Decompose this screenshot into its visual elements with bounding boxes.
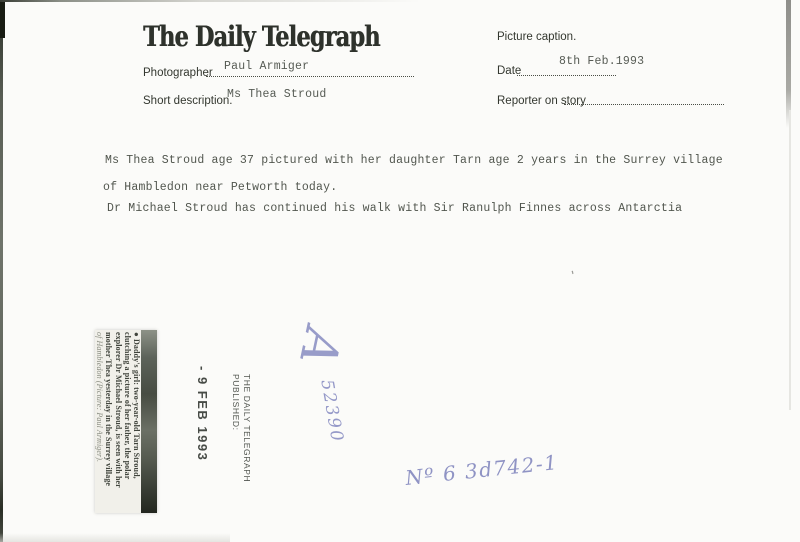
clipping-line-5: of Hambledon (Picture: Paul Armiger). (95, 332, 105, 463)
clipping-line-2: clutching a picture of her father, the polar (122, 332, 132, 480)
published-stamp (228, 374, 252, 482)
masthead-logo: The Daily Telegraph (143, 20, 380, 53)
published-stamp-line-1: THE DAILY TELEGRAPH (242, 374, 252, 483)
date-dotted-line (517, 75, 616, 76)
date-received-stamp: - 9 FEB 1993 (195, 366, 210, 462)
short-description-label: Short description. (143, 95, 233, 107)
scan-edge-right-faint (789, 110, 791, 410)
scan-edge-left-corner (0, 0, 5, 38)
scan-edge-top (0, 0, 420, 2)
caption-line-2: of Hambledon near Petworth today. (103, 181, 338, 194)
clipping-line-1: ● Daddy's girl: two-year-old Tarn Stroud, (132, 332, 141, 479)
news-clipping (95, 330, 157, 513)
date-label: Date (497, 65, 522, 77)
picture-caption-label: Picture caption. (497, 31, 577, 43)
handwritten-letter-a: A (287, 323, 353, 371)
caption-line-1: Ms Thea Stroud age 37 pictured with her daughter Tarn age 2 years in the Surrey village (105, 154, 723, 167)
caption-line-3: Dr Michael Stroud has continued his walk with Sir Ranulph Finnes across Antarctia (107, 202, 683, 215)
clipping-line-3: explorer Dr Michael Stroud, is seen with her (113, 332, 123, 488)
photographer-value: Paul Armiger (224, 60, 310, 73)
clipping-line-4: mother Thea yesterday in the Surrey village (104, 332, 114, 487)
clipping-dark-edge (141, 330, 157, 513)
date-value: 8th Feb.1993 (559, 55, 645, 68)
scan-smudge-bottom (0, 533, 230, 542)
reporter-dotted-line (564, 104, 724, 105)
reporter-on-story-label: Reporter on story (497, 95, 586, 107)
stray-ink-mark: ' (570, 267, 577, 286)
handwritten-catalog-number: Nº 6 3d742-1 (404, 450, 560, 490)
photographer-dotted-line (206, 76, 414, 77)
photographer-label: Photographer (143, 67, 213, 79)
clipping-text (95, 332, 141, 512)
scan-edge-left (0, 0, 3, 542)
published-stamp-line-2: PUBLISHED: (231, 374, 241, 431)
short-description-value: Ms Thea Stroud (227, 88, 327, 101)
scan-edge-right (786, 0, 791, 128)
handwritten-ref-number: 52390 (316, 378, 348, 445)
